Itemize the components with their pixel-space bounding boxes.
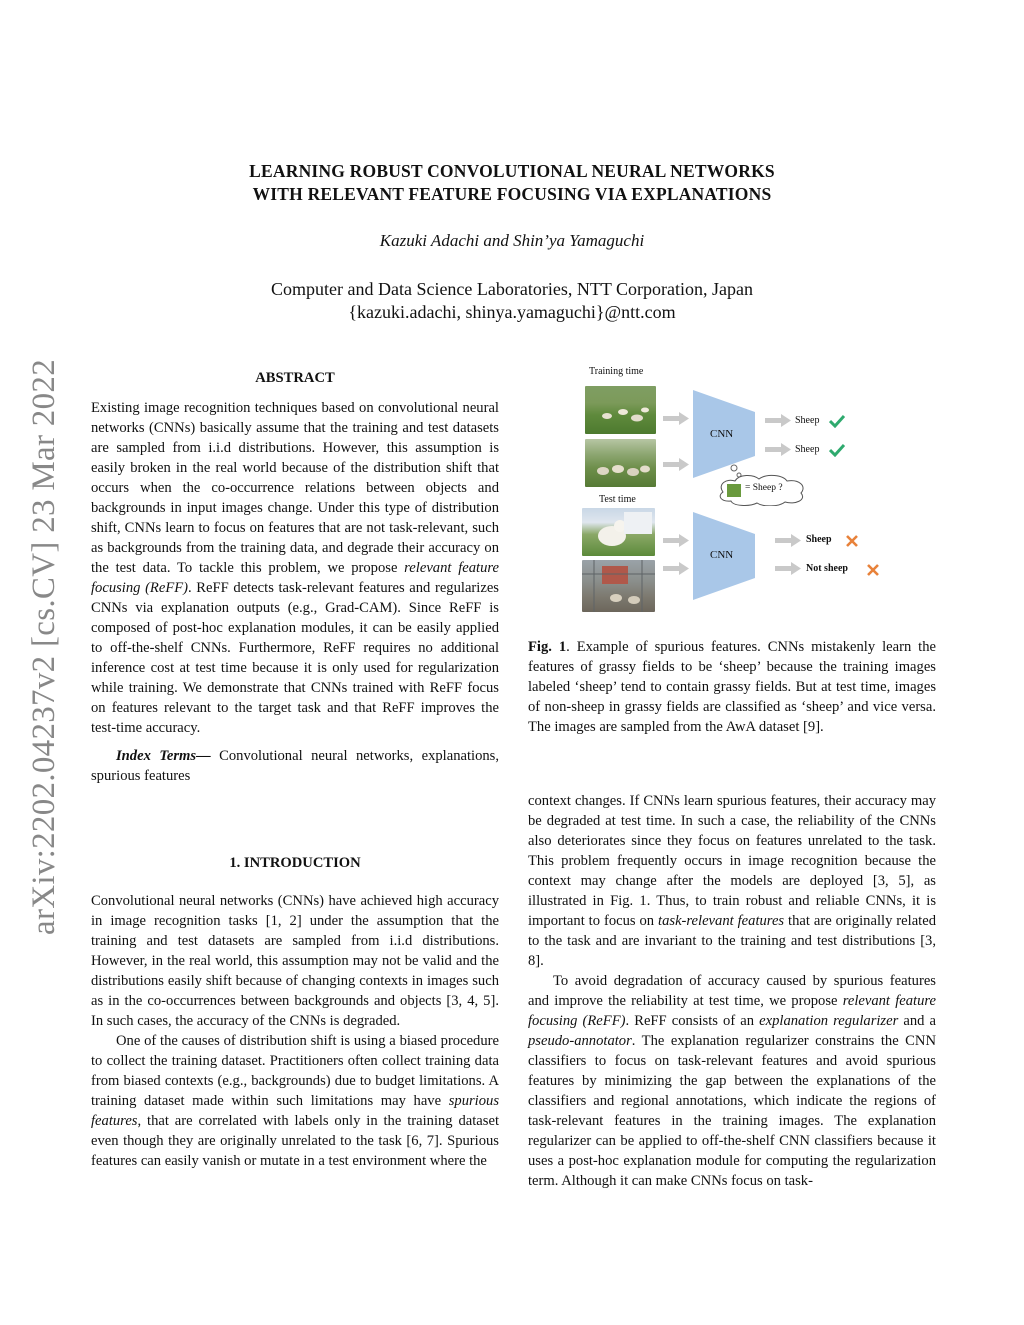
- text-emphasis: explanation regularizer: [759, 1013, 899, 1029]
- arrow-right-icon: [663, 534, 689, 547]
- training-image-1: [585, 386, 656, 434]
- sheep-group-image: [585, 439, 656, 487]
- training-time-label: Training time: [589, 366, 644, 377]
- index-terms-label: Index Terms—: [116, 748, 211, 764]
- text-part: context changes. If CNNs learn spurious features, their accuracy may be degraded at test time. In such a case, the reliability of the CNNs also deteriorates since they focus on features unrelated to the task. This problem frequently occurs in image recognition because the context may change after the models are deployed [3, 5], as illustrated in Fig. 1. Thus, to train robust and reliable CNNs, it is important to focus on: [528, 793, 936, 929]
- train-output-1: Sheep: [795, 415, 820, 426]
- train-output-2: Sheep: [795, 444, 820, 455]
- abstract-text: [91, 398, 499, 738]
- test-output-2: Not sheep: [806, 563, 848, 574]
- check-icon: [829, 443, 845, 457]
- intro-emphasis: spurious features: [91, 1093, 499, 1129]
- arrow-right-icon: [765, 414, 791, 427]
- text-part: To avoid degradation of accuracy caused by spurious features and improve the reliability at test time, we propose: [528, 973, 936, 1009]
- training-image-2: [585, 439, 656, 487]
- test-output-1: Sheep: [806, 534, 832, 545]
- text-part: . The explanation regularizer constrains the CNN classifiers to focus on task-relevant features and avoid spurious features by minimizing the gap between the explanations of the classifiers and regional annotations, which indicate the regions of task-relevant features in the training images. The explanation regularizer can be applied to off-the-shelf CNN classifiers because it uses a post-hoc explanation module for computing the regularization term. Although it can make CNNs focus on task-: [528, 1033, 936, 1189]
- abstract-section: [91, 368, 499, 786]
- authors: Kazuki Adachi and Shin’ya Yamaguchi: [379, 231, 645, 250]
- text-emphasis: pseudo-annotator: [528, 1033, 632, 1049]
- abstract-emphasis: relevant feature focusing (ReFF): [91, 560, 499, 596]
- text-part: and a: [898, 1013, 936, 1029]
- test-time-label: Test time: [599, 494, 636, 505]
- arrow-right-icon: [765, 443, 791, 456]
- sheep-pen-image: [582, 560, 655, 612]
- affiliation: Computer and Data Science Laboratories, NTT Corporation, Japan: [270, 279, 754, 299]
- test-image-polar-bear: [582, 508, 655, 556]
- right-paragraph-1: [528, 791, 936, 971]
- title-line-1: LEARNING ROBUST CONVOLUTIONAL NEURAL NETWORKS: [249, 161, 775, 181]
- right-column-text: [528, 791, 936, 1191]
- cnn-train-label: CNN: [710, 428, 734, 440]
- sheep-field-image: [585, 386, 656, 434]
- thought-text: = Sheep ?: [745, 483, 783, 493]
- arrow-right-icon: [663, 562, 689, 575]
- title-line-2: WITH RELEVANT FEATURE FOCUSING VIA EXPLANATIONS: [252, 184, 772, 204]
- introduction-section: [91, 853, 499, 1171]
- paper-title: [150, 160, 874, 206]
- text-part: that are originally related to the task and are invariant to the training and test distributions [3, 8].: [528, 913, 936, 969]
- text-part: . ReFF consists of an: [625, 1013, 760, 1029]
- arrow-right-icon: [775, 562, 801, 575]
- cross-icon: [845, 534, 859, 548]
- arrow-right-icon: [775, 534, 801, 547]
- affiliation-block: [150, 278, 874, 324]
- abstract-heading: ABSTRACT: [255, 370, 335, 386]
- figure-1-caption: [528, 637, 936, 737]
- text-emphasis: relevant feature focusing (ReFF): [528, 993, 936, 1029]
- index-terms: [91, 746, 499, 786]
- text-emphasis: task-relevant features: [658, 913, 785, 929]
- cnn-test-label: CNN: [710, 549, 734, 561]
- arrow-right-icon: [663, 458, 689, 471]
- caption-text: . Example of spurious features. CNNs mistakenly learn the features of grassy fields to be ‘sheep’ because the training images labeled ‘sheep’ tend to contain grassy fields. But at test time, images of non-sheep in grassy fields are classified as ‘sheep’ and vice versa. The images are sampled from the AwA dataset [9].: [528, 639, 936, 735]
- right-paragraph-2: [528, 971, 936, 1191]
- abstract-text-part: Existing image recognition techniques based on convolutional neural networks (CNNs) basically assume that the training and test datasets are sampled from i.i.d distributions. However, this assumption is easily broken in the real world because of the distribution shift that occurs when the co-occurrence relations between objects and backgrounds in input images change. Under this type of distribution shift, CNNs learn to focus on features that are not task-relevant, such as backgrounds from the training data, and degrade their accuracy on the test data. To tackle this problem, we propose: [91, 400, 499, 576]
- cross-icon: [866, 563, 880, 577]
- caption-label: Fig. 1: [528, 639, 567, 655]
- intro-heading: 1. INTRODUCTION: [229, 855, 361, 871]
- polar-bear-image: [582, 508, 655, 556]
- check-icon: [829, 414, 845, 428]
- intro-text-part: , that are correlated with labels only in the training dataset even though they are originally unrelated to the task [6, 7]. Spurious features can easily vanish or mutate in a test environment where the: [91, 1113, 499, 1169]
- test-image-sheep-pen: [582, 560, 655, 612]
- figure-1: [575, 362, 895, 620]
- index-terms-text: Convolutional neural networks, explanations, spurious features: [91, 748, 499, 784]
- emails: {kazuki.adachi, shinya.yamaguchi}@ntt.com: [348, 302, 676, 322]
- intro-paragraph-2: [91, 1031, 499, 1171]
- intro-text-part: One of the causes of distribution shift is using a biased procedure to collect the training dataset. Practitioners often collect training data from biased contexts (e.g., backgrounds) due to budget limitations. A training dataset made within such limitations may have: [91, 1033, 499, 1109]
- arrow-right-icon: [663, 412, 689, 425]
- abstract-text-part: . ReFF detects task-relevant features and regularizes CNNs via explanation outputs (e.g., Grad-CAM). Since ReFF is composed of post-hoc explanation modules, it can be easily applied to off-the-shelf CNNs. Furthermore, ReFF requires no additional inference cost at test time because it is only used for regularization while training. We demonstrate that CNNs trained with ReFF focus on features relevant to the target task and that ReFF improves the test-time accuracy.: [91, 580, 499, 736]
- arxiv-stamp: arXiv:2202.04237v2 [cs.CV] 23 Mar 2022: [26, 359, 62, 935]
- intro-paragraph-1: Convolutional neural networks (CNNs) have achieved high accuracy in image recognition tasks [1, 2] under the assumption that the training and test datasets are sampled from i.i.d distributions. However, in the real world, this assumption may not be valid and the distributions easily shift because of changing contexts in images such as in the co-occurrences between backgrounds and objects [3, 4, 5]. In such cases, the accuracy of the CNNs is degraded.: [91, 893, 499, 1029]
